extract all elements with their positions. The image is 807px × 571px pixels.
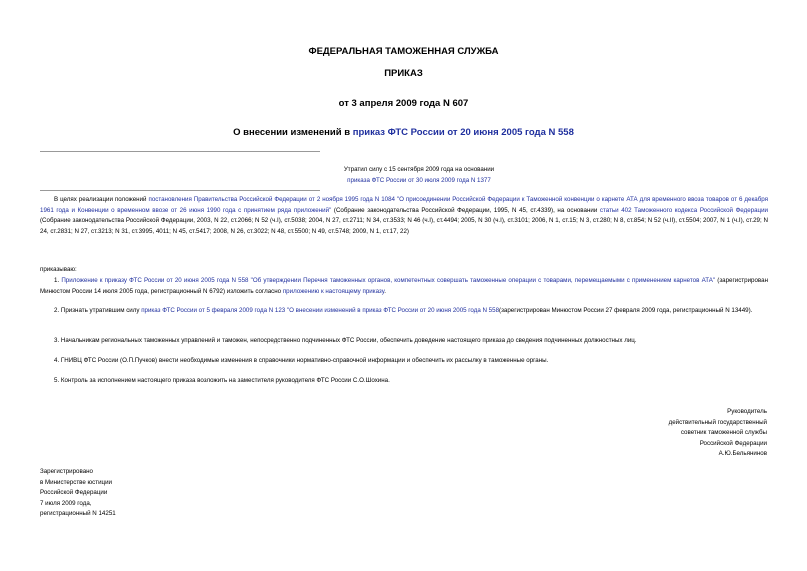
registration-line: в Министерстве юстиции bbox=[40, 478, 113, 486]
preamble-paragraph bbox=[40, 195, 768, 237]
item-2-end: (зарегистрирован Минюстом России 27 февраля 2009 года, регистрационный N 13449). bbox=[499, 307, 753, 314]
government-decree-link[interactable]: постановления Правительства Российской Федерации от 2 ноября 1995 года N 1084 "О присоединении Российской Федерации к Таможенной конвенции о карнете АТА для временного ввоза товаров от 6 декабря 1961 года и Конвенции о временном ввозе от 26 июня 1990 года с принятием ряда приложений" bbox=[40, 196, 768, 214]
date-number-heading: от 3 апреля 2009 года N 607 bbox=[338, 98, 469, 109]
appendix-current-link[interactable]: приложению к настоящему приказу bbox=[282, 287, 385, 295]
item-4: 4. ГНИВЦ ФТС России (О.П.Пучков) внести необходимые изменения в справочники нормативно-справочной информации и обеспечить их рассылку в таможенные органы. bbox=[54, 357, 549, 364]
order-123-link[interactable]: приказ ФТС России от 5 февраля 2009 года N 123 "О внесении изменений в приказ ФТС России от 20 июня 2005 года N 558 bbox=[141, 307, 500, 314]
order-word: приказываю: bbox=[40, 266, 77, 273]
doc-title-text: О внесении изменений в bbox=[233, 127, 353, 138]
signature-line: советник таможенной службы bbox=[680, 429, 767, 436]
divider-bottom bbox=[40, 190, 320, 191]
registration-date: 7 июля 2009 года, bbox=[40, 499, 92, 507]
doc-title bbox=[0, 127, 807, 138]
divider-top bbox=[40, 151, 320, 152]
item-2 bbox=[40, 306, 768, 317]
registration-line: Российской Федерации bbox=[40, 489, 108, 496]
item-2-text: 2. Признать утратившим силу bbox=[54, 307, 142, 314]
item-1-number: 1. bbox=[54, 277, 62, 284]
signature-block bbox=[669, 407, 767, 460]
preamble-text-1: В целях реализации положений bbox=[54, 196, 149, 203]
item-3: 3. Начальникам региональных таможенных управлений и таможен, непосредственно подчиненных ФТС России, обеспечить доведение настоящего приказа до сведения подчиненных должностных лиц. bbox=[54, 337, 637, 344]
lost-force-link[interactable]: приказа ФТС России от 30 июля 2009 года N 1377 bbox=[347, 177, 491, 184]
lost-force-note: Утратил силу с 15 сентября 2009 года на основании bbox=[343, 166, 495, 173]
customs-code-link[interactable]: статьи 402 Таможенного кодекса Российской Федерации bbox=[599, 206, 768, 214]
preamble-text-3: (Собрание законодательства Российской Федерации, 2003, N 22, ст.2066; N 52 (ч.I), ст.5038; 2004, N 27, ст.2711; N 34, ст.3533; N 46 (ч.I), ст.4494; 2005, N 30 (ч.I), ст.3101; 2006, N 1, ст.15; N 3, ст.280; N 8, ст.854; N 52 (ч.II), ст.5504; 2007, N 1 (ч.I), ст.29; N 24, ст.2831; N 27, ст.3213; N 31, ст.3995, 4011; N 45, ст.5417; 2008, N 26, ст.3022; N 48, ст.5500; N 49, ст.5748; 2009, N 1, ст.17, 22) bbox=[40, 217, 768, 235]
preamble-text-2: (Собрание законодательства Российской Федерации, 1995, N 45, ст.4339), на основании bbox=[331, 206, 600, 214]
signature-line: действительный государственный bbox=[668, 418, 767, 426]
item-5: 5. Контроль за исполнением настоящего приказа возложить на заместителя руководителя ФТС России С.О.Шохина. bbox=[54, 377, 390, 384]
signature-name: А.Ю.Бельянинов bbox=[718, 450, 767, 457]
agency-heading: ФЕДЕРАЛЬНАЯ ТАМОЖЕННАЯ СЛУЖБА bbox=[308, 46, 499, 57]
item-1-end: . bbox=[384, 287, 386, 295]
registration-line: Зарегистрировано bbox=[40, 468, 93, 475]
doc-type-heading: ПРИКАЗ bbox=[384, 68, 423, 79]
title-link[interactable]: приказ ФТС России от 20 июня 2005 года N 558 bbox=[352, 127, 574, 138]
item-1-text: (зарегистрирован Минюстом России 14 июля 2005 года, регистрационный N 6792) изложить согласно bbox=[40, 277, 768, 295]
lost-force-link-line bbox=[270, 175, 568, 187]
registration-block bbox=[40, 467, 116, 520]
signature-line: Российской Федерации bbox=[699, 439, 767, 447]
appendix-link[interactable]: Приложение к приказу ФТС России от 20 июня 2005 года N 558 "Об утверждении Перечня таможенных органов, компетентных совершать таможенные операции с товарами, перемещаемыми с применением карнетов АТА" bbox=[61, 277, 716, 284]
signature-line: Руководитель bbox=[727, 408, 767, 415]
registration-number: регистрационный N 14251 bbox=[40, 510, 116, 517]
item-1 bbox=[40, 276, 768, 297]
